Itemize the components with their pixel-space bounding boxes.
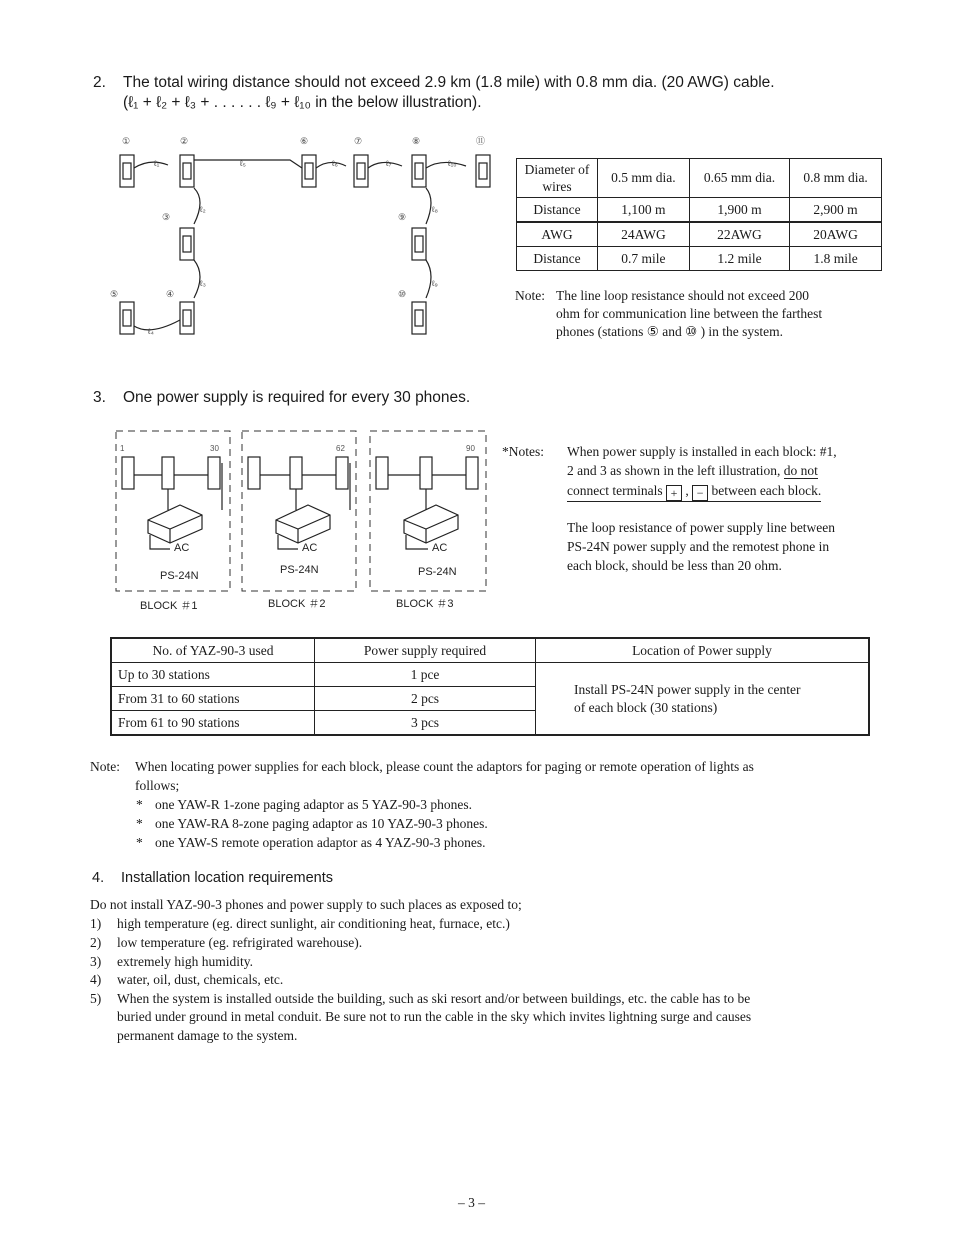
ps-table-stations: From 31 to 60 stations (111, 687, 315, 711)
wire-label-l5: ℓ₅ (240, 159, 246, 168)
ps-table-location (536, 663, 870, 736)
station-label-4: ④ (166, 289, 175, 299)
ps-table-count: 1 pce (315, 663, 536, 687)
station-num-1: 1 (120, 444, 125, 453)
section3-notes-between-text: between each block. (711, 483, 822, 498)
wire-table-cell: 1,900 m (689, 198, 789, 223)
station-label-9: ⑨ (398, 212, 407, 222)
list-item: water, oil, dust, chemicals, etc. (117, 972, 284, 987)
block-label-1: BLOCK ＃1 (140, 600, 198, 612)
wire-label-l8: ℓ₈ (432, 205, 438, 214)
wire-table-cell: 0.8 mm dia. (790, 159, 882, 198)
wire-table-row-label: AWG (517, 222, 598, 247)
ps-table-header: Location of Power supply (536, 638, 870, 663)
phone-station-9 (412, 228, 426, 260)
phone-station-5 (120, 302, 134, 334)
station-num-90: 90 (466, 444, 475, 453)
power-supply-3 (404, 505, 458, 543)
list-number: 3) (90, 954, 102, 969)
phone-station-8 (412, 155, 426, 187)
ac-label-3: AC (432, 542, 448, 554)
section3-notes-p2-line1: The loop resistance of power supply line between (567, 520, 836, 535)
station-label-10: ⑩ (398, 289, 407, 299)
ac-label-2: AC (302, 542, 318, 554)
power-block-diagram (110, 425, 495, 615)
ps-model-label-1: PS-24N (160, 570, 199, 582)
wire-table-row-label: Distance (517, 247, 598, 271)
wire-distance-table (516, 158, 882, 271)
block-label-2: BLOCK ＃2 (268, 598, 326, 610)
section4-heading: Installation location requirements (121, 870, 333, 886)
section3-notes-p1-line2b: do not (783, 463, 818, 478)
wire-table-cell: 0.7 mile (598, 247, 690, 271)
list-item-5-line3: permanent damage to the system. (117, 1028, 298, 1043)
wire-label-l9: ℓ₉ (432, 279, 438, 288)
power-supply-1 (148, 505, 202, 543)
plus-terminal-icon: + (666, 485, 682, 501)
wire-table-cell: 0.5 mm dia. (598, 159, 690, 198)
station-label-7: ⑦ (354, 136, 363, 146)
bullet-item: one YAW-RA 8-zone paging adaptor as 10 YAZ-90-3 phones. (155, 816, 488, 831)
ps-table-header: No. of YAZ-90-3 used (111, 638, 315, 663)
ps-table-count: 2 pcs (315, 687, 536, 711)
list-item: high temperature (eg. direct sunlight, air conditioning heat, furnace, etc.) (117, 916, 510, 931)
wiring-diagram (110, 130, 500, 345)
station-label-2: ② (180, 136, 189, 146)
section3-notes-p1-line2a: 2 and 3 as shown in the left illustration, (567, 463, 781, 478)
section3-notes-connect-text: connect terminals (567, 483, 663, 498)
station-label-11: ⑪ (476, 136, 486, 146)
section3-notes-p2-line3: each block, should be less than 20 ohm. (567, 558, 782, 573)
power-supply-2 (276, 505, 330, 543)
section2-note-line2: ohm for communication line between the farthest (556, 306, 823, 321)
wire-table-row-label: Distance (517, 198, 598, 223)
section3-notes-p2-line2: PS-24N power supply and the remotest phone in (567, 539, 830, 554)
wire-table-header-label: Diameter of wires (517, 159, 598, 198)
list-number: 5) (90, 991, 102, 1006)
section3-notes-p1-line3 (567, 482, 821, 502)
wire-table-cell: 1.2 mile (689, 247, 789, 271)
block-1-outline (116, 431, 230, 591)
wire-label-l6: ℓ₆ (332, 159, 338, 168)
section3-notes-label: *Notes: (502, 444, 544, 459)
ac-label-1: AC (174, 542, 190, 554)
list-item-5-line1: When the system is installed outside the building, such as ski resort and/or between buildings, etc. the cable has to be (117, 991, 751, 1006)
station-label-1: ① (122, 136, 131, 146)
list-item-5-line2: buried under ground in metal conduit. Be sure not to run the cable in the sky which invites lightning surge and causes (117, 1009, 752, 1024)
section3-notes-p1-line2 (567, 462, 818, 481)
section3-notes-p1-line3-underline (567, 482, 821, 502)
bullet-item: one YAW-R 1-zone paging adaptor as 5 YAZ-90-3 phones. (155, 797, 472, 812)
section3-heading: One power supply is required for every 30 phones. (123, 389, 471, 406)
list-number: 1) (90, 916, 102, 931)
wire-table-cell: 20AWG (790, 222, 882, 247)
bullet-item: one YAW-S remote operation adaptor as 4 YAZ-90-3 phones. (155, 835, 486, 850)
ps-table-count: 3 pcs (315, 711, 536, 736)
block-label-3: BLOCK ＃3 (396, 598, 454, 610)
phone-station-11 (476, 155, 490, 187)
list-number: 2) (90, 935, 102, 950)
wire-label-l4: ℓ₄ (148, 327, 154, 336)
phone-station-6 (302, 155, 316, 187)
phone-station-3 (180, 228, 194, 260)
section2-heading: The total wiring distance should not exceed 2.9 km (1.8 mile) with 0.8 mm dia. (20 AWG) cable. (123, 74, 775, 91)
section2-note-line3: phones (stations ⑤ and ⑩ ) in the system. (556, 324, 784, 339)
phone-row-block-3 (376, 457, 478, 510)
power-supply-table (110, 637, 870, 736)
list-item: low temperature (eg. refrigirated warehouse). (117, 935, 363, 950)
station-label-6: ⑥ (300, 136, 309, 146)
wire-label-l2: ℓ₂ (200, 205, 206, 214)
section3-note-line1: When locating power supplies for each block, please count the adaptors for paging or remote operation of lights as (135, 759, 754, 774)
section2-note-label: Note: (515, 288, 545, 303)
section3-notes-p1-line1: When power supply is installed in each block: #1, (567, 444, 837, 459)
section3-note-line2: follows; (135, 778, 180, 793)
phone-row-block-1 (122, 457, 222, 510)
wire-label-l3: ℓ₃ (200, 279, 206, 288)
ps-table-header: Power supply required (315, 638, 536, 663)
station-num-62: 62 (336, 444, 345, 453)
section2-subheading: (ℓ₁ + ℓ₂ + ℓ₃ + . . . . . . ℓ₉ + ℓ₁₀ in the below illustration). (123, 94, 482, 111)
wire-table-cell: 2,900 m (790, 198, 882, 223)
station-label-3: ③ (162, 212, 171, 222)
section4-number: 4. (92, 870, 105, 886)
wire-table-cell: 24AWG (598, 222, 690, 247)
wire-table-cell: 0.65 mm dia. (689, 159, 789, 198)
phone-station-10 (412, 302, 426, 334)
minus-terminal-icon: − (692, 485, 708, 501)
station-num-30: 30 (210, 444, 219, 453)
ps-table-location-line1: Install PS-24N power supply in the center (574, 681, 801, 697)
phone-station-2 (180, 155, 194, 187)
wire-table-cell: 22AWG (689, 222, 789, 247)
list-item: extremely high humidity. (117, 954, 253, 969)
phone-station-4 (180, 302, 194, 334)
list-number: 4) (90, 972, 102, 987)
phone-station-1 (120, 155, 134, 187)
station-label-8: ⑧ (412, 136, 421, 146)
bullet-mark: * (136, 835, 143, 850)
section2-number: 2. (93, 74, 106, 91)
wire-label-l10: ℓ₁₀ (448, 159, 457, 168)
wire-label-l1: ℓ₁ (154, 159, 160, 168)
ps-table-location-line2: of each block (30 stations) (574, 699, 718, 715)
section3-number: 3. (93, 389, 106, 406)
ps-table-stations: From 61 to 90 stations (111, 711, 315, 736)
page-number: – 3 – (458, 1195, 485, 1210)
bullet-mark: * (136, 816, 143, 831)
phone-station-7 (354, 155, 368, 187)
ps-model-label-3: PS-24N (418, 566, 457, 578)
wire-table-cell: 1.8 mile (790, 247, 882, 271)
bullet-mark: * (136, 797, 143, 812)
station-label-5: ⑤ (110, 289, 119, 299)
section4-intro: Do not install YAZ-90-3 phones and power supply to such places as exposed to; (90, 897, 522, 912)
phone-row-block-2 (248, 457, 350, 510)
section3-note-label: Note: (90, 759, 120, 774)
section3-notes-comma: , (685, 483, 689, 498)
ps-model-label-2: PS-24N (280, 564, 319, 576)
wire-label-l7: ℓ₇ (386, 159, 392, 168)
ps-table-stations: Up to 30 stations (111, 663, 315, 687)
section2-note-line1: The line loop resistance should not exceed 200 (556, 288, 810, 303)
wire-table-cell: 1,100 m (598, 198, 690, 223)
